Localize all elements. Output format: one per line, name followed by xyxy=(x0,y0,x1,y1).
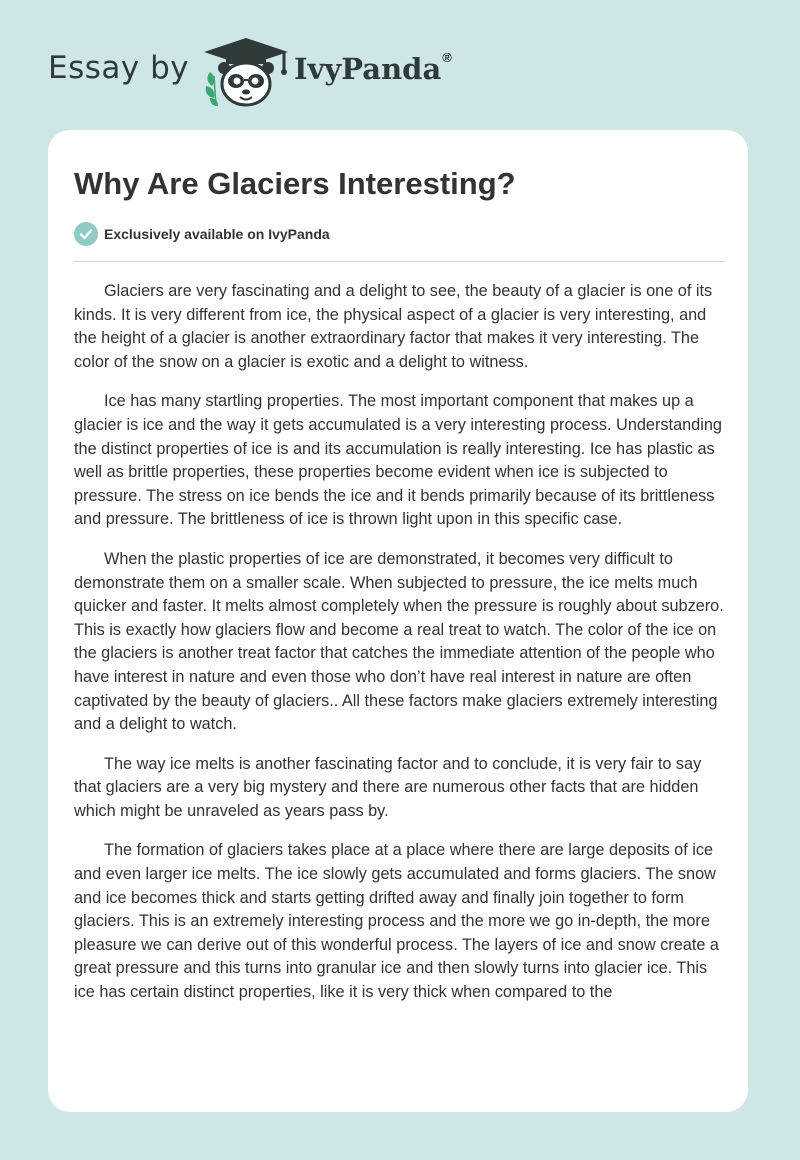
essay-body xyxy=(74,280,726,1021)
site-header xyxy=(0,0,800,130)
exclusive-badge xyxy=(74,222,330,246)
essay-by-label: Essay by xyxy=(48,50,190,86)
paragraph: When the plastic properties of ice are demonstrated, it becomes very difficult to demonstrate them on a smaller scale. When subjected to pressure, the ice melts much quicker and faster. It melts almost completely when the pressure is roughly about subzero. This is exactly how glaciers flow and become a real treat to watch. The color of the ice on the glaciers is another treat factor that catches the immediate attention of the people who have interest in nature and even those who don’t have real interest in nature are often captivated by the beauty of glaciers.. All these factors make glaciers extremely interesting and a delight to watch. xyxy=(74,549,724,734)
badge-label: Exclusively available on IvyPanda xyxy=(104,226,330,242)
registered-mark: ® xyxy=(442,50,452,66)
paragraph: Ice has many startling properties. The most important component that makes up a glacier is ice and the way it gets accumulated is a very interesting process. Understanding the distinct properties of ice is and its accumulation is really interesting. Ice has plastic as well as brittle properties, these properties become evident when ice is subjected to pressure. The stress on ice bends the ice and it bends primarily because of its brittleness and pressure. The brittleness of ice is thrown light upon in this specific case. xyxy=(74,392,722,529)
paragraph: Glaciers are very fascinating and a delight to see, the beauty of a glacier is one of its kinds. It is very different from ice, the physical aspect of a glacier is very interesting, and the height of a glacier is another extraordinary factor that makes it very interesting. The color of the snow on a glacier is exotic and a delight to witness. xyxy=(74,282,713,371)
essay-card xyxy=(48,130,748,1112)
divider xyxy=(74,261,724,262)
paragraph: The formation of glaciers takes place at a place where there are large deposits of ice and even larger ice melts. The ice slowly gets accumulated and forms glaciers. The snow and ice becomes thick and starts getting drifted away and finally join together to form glaciers. This is an extremely interesting process and the more we go in-depth, the more pleasure we can derive out of this wonderful process. The layers of ice and snow create a great pressure and this turns into granular ice and then slowly turns into glacier ice. This ice has certain distinct properties, like it is very thick when compared to the xyxy=(74,841,719,1002)
brand-name[interactable] xyxy=(294,52,452,86)
check-circle-icon xyxy=(74,222,98,246)
panda-graduate-icon[interactable] xyxy=(200,36,292,108)
brand-wordmark: IvyPanda xyxy=(294,52,442,86)
page-title: Why Are Glaciers Interesting? xyxy=(74,166,516,201)
paragraph: The way ice melts is another fascinating factor and to conclude, it is very fair to say that glaciers are a very big mystery and there are numerous other facts that are hidden which might be unraveled as years pass by. xyxy=(74,754,702,820)
